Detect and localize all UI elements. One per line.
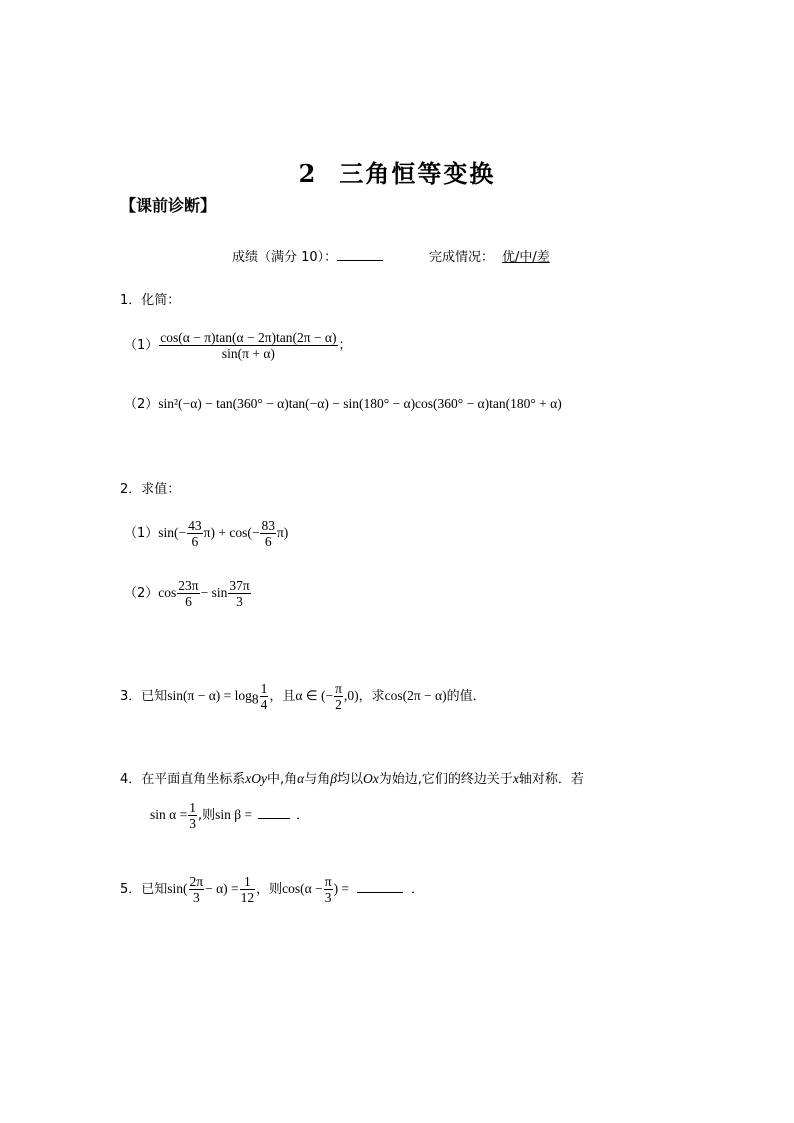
question-label: 5．已知 bbox=[120, 882, 168, 897]
var-alpha: α bbox=[297, 771, 305, 786]
question-3 bbox=[120, 681, 486, 712]
fraction-numerator: 1 bbox=[189, 800, 196, 815]
fraction bbox=[177, 578, 199, 609]
fraction bbox=[187, 518, 203, 549]
fraction-denominator: 6 bbox=[185, 594, 192, 609]
fraction-numerator: 1 bbox=[240, 874, 256, 890]
question-4-line-2 bbox=[150, 800, 309, 831]
text-a: 4．在平面直角坐标系 bbox=[120, 772, 246, 787]
fraction bbox=[260, 681, 269, 712]
part-label: （2） bbox=[124, 397, 159, 412]
part-label: （2） bbox=[124, 586, 159, 601]
fraction-denominator: 4 bbox=[260, 697, 268, 712]
fraction-denominator: 6 bbox=[191, 534, 199, 549]
fraction-denominator: 3 bbox=[192, 890, 200, 905]
status-label: 完成情况： bbox=[429, 250, 495, 265]
fraction-numerator: 43 bbox=[188, 518, 202, 533]
var-xoy: xOy bbox=[245, 771, 268, 786]
status-line bbox=[429, 246, 550, 265]
fraction bbox=[260, 518, 276, 549]
score-line bbox=[232, 246, 383, 265]
expr-e: ) = bbox=[333, 881, 350, 896]
fraction-numerator: 2π bbox=[189, 874, 204, 889]
title-text: 三角恒等变换 bbox=[339, 159, 496, 188]
fraction-denominator: 6 bbox=[264, 534, 272, 549]
fraction bbox=[159, 330, 337, 361]
title-number: 2 bbox=[298, 159, 318, 188]
expr-a: sin(π − α) = log bbox=[167, 688, 252, 703]
expr-a: sin α = bbox=[150, 807, 188, 822]
fraction-denominator: 12 bbox=[240, 890, 255, 905]
expr-b: − α) = bbox=[205, 881, 239, 896]
fraction-numerator: π bbox=[335, 681, 342, 696]
fraction-numerator: 37π bbox=[229, 578, 250, 593]
text-b: 中,角 bbox=[267, 772, 298, 787]
fraction bbox=[188, 800, 197, 831]
fraction-numerator: π bbox=[324, 874, 332, 889]
expr-c: π) bbox=[276, 525, 289, 540]
question-5 bbox=[120, 874, 424, 905]
text-c: 与角 bbox=[304, 772, 331, 787]
fraction-numerator: 83 bbox=[261, 518, 275, 533]
var-x: x bbox=[512, 771, 519, 786]
text-e: ，求 bbox=[358, 689, 385, 704]
expr-b: − sin bbox=[200, 585, 228, 600]
score-blank[interactable] bbox=[337, 248, 383, 261]
fraction bbox=[228, 578, 250, 609]
fraction-denominator: 3 bbox=[324, 890, 332, 905]
expr-a: sin(− bbox=[158, 525, 187, 540]
fraction bbox=[324, 874, 333, 905]
expr-b: π) + cos(− bbox=[203, 525, 260, 540]
fraction-numerator: 1 bbox=[260, 681, 268, 696]
page-title bbox=[0, 154, 794, 189]
answer-blank[interactable] bbox=[357, 880, 403, 893]
fraction-numerator: cos(α − π)tan(α − 2π)tan(2π − α) bbox=[160, 330, 337, 345]
var-ox: Ox bbox=[363, 771, 379, 786]
expr-c: sin β = bbox=[215, 807, 253, 822]
log-base: 8 bbox=[251, 691, 259, 707]
line-end: ． bbox=[296, 808, 310, 823]
expr-d: cos(α − bbox=[282, 881, 323, 896]
expr-f: cos(2π − α) bbox=[384, 688, 447, 703]
score-label: 成绩（满分 10）： bbox=[232, 250, 338, 265]
fraction bbox=[334, 681, 343, 712]
fraction bbox=[189, 874, 205, 905]
text-c: ，则 bbox=[256, 882, 283, 897]
text-e: 为始边,它们的终边关于 bbox=[378, 772, 513, 787]
text-b: ,则 bbox=[197, 808, 216, 823]
answer-blank[interactable] bbox=[258, 806, 290, 819]
question-4-line-1 bbox=[120, 768, 584, 787]
text-g: 的值． bbox=[446, 689, 486, 704]
expr-a: sin( bbox=[167, 881, 188, 896]
status-value: 优/中/差 bbox=[502, 250, 550, 265]
fraction-denominator: 3 bbox=[189, 816, 196, 831]
question-1-part-1 bbox=[124, 330, 352, 361]
question-1-part-2 bbox=[124, 393, 562, 412]
expr-d: ,0) bbox=[343, 688, 359, 703]
question-label: 3．已知 bbox=[120, 689, 168, 704]
section-heading: 【课前诊断】 bbox=[120, 196, 217, 215]
part-label: （1） bbox=[124, 526, 159, 541]
part-end: ； bbox=[338, 338, 352, 353]
text-b: ，且 bbox=[269, 689, 296, 704]
line-end: ． bbox=[411, 882, 425, 897]
expr-c: α ∈ (− bbox=[295, 688, 334, 703]
question-2-label: 2．求值： bbox=[120, 482, 181, 497]
fraction-denominator: 3 bbox=[236, 594, 243, 609]
part-label: （1） bbox=[124, 338, 159, 353]
var-beta: β bbox=[330, 771, 337, 786]
fraction bbox=[240, 874, 256, 905]
text-f: 轴对称．若 bbox=[518, 772, 584, 787]
expr-a: cos bbox=[158, 585, 177, 600]
question-2-part-2 bbox=[124, 578, 252, 609]
fraction-denominator: sin(π + α) bbox=[221, 346, 275, 361]
text-d: 均以 bbox=[337, 772, 364, 787]
question-1-label: 1．化简： bbox=[120, 293, 181, 308]
question-2-part-1 bbox=[124, 518, 288, 549]
fraction-denominator: 2 bbox=[335, 697, 342, 712]
fraction-numerator: 23π bbox=[178, 578, 199, 593]
expression: sin²(−α) − tan(360° − α)tan(−α) − sin(180° − α)cos(360° − α)tan(180° + α) bbox=[158, 396, 562, 411]
